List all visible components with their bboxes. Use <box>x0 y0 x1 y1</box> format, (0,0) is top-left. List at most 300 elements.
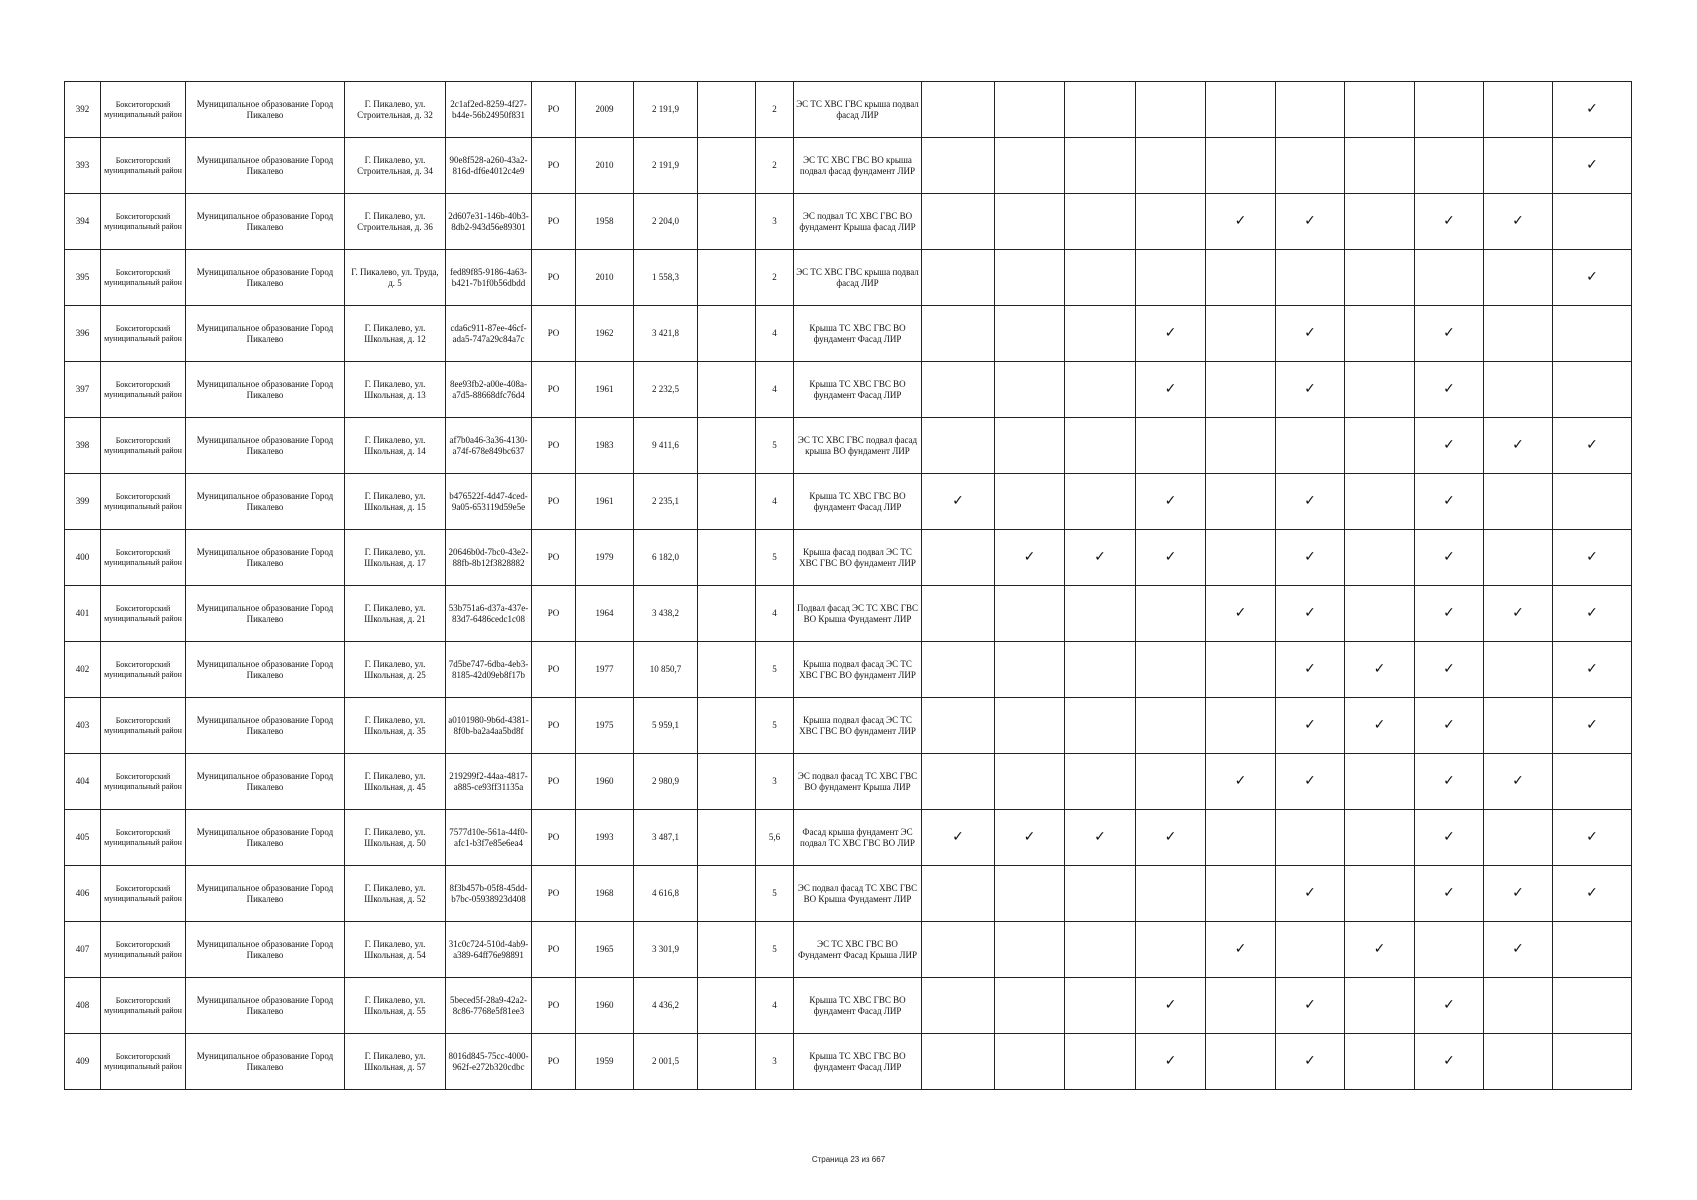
count-cell: 5 <box>756 530 794 586</box>
check-mark-icon: ✓ <box>1443 437 1455 453</box>
build-year-cell: 1968 <box>576 866 634 922</box>
check-mark-icon: ✓ <box>1234 773 1247 789</box>
check-cell-6 <box>1276 138 1345 194</box>
check-cell-5 <box>1206 1034 1276 1090</box>
check-mark-icon: ✓ <box>1304 325 1316 341</box>
works-list-cell: Крыша фасад подвал ЭС ТС ХВС ГВС ВО фундамент ЛИР <box>794 530 922 586</box>
municipality-cell: Муниципальное образование Город Пикалево <box>186 1034 345 1090</box>
build-year-cell: 1958 <box>576 194 634 250</box>
district-cell: Бокситогорский муниципальный район <box>101 866 186 922</box>
address-cell: Г. Пикалево, ул. Школьная, д. 15 <box>345 474 446 530</box>
check-cell-10 <box>1553 586 1632 642</box>
check-cell-10 <box>1553 250 1632 306</box>
check-cell-2 <box>995 922 1065 978</box>
district-cell: Бокситогорский муниципальный район <box>101 642 186 698</box>
works-list-cell: ЭС ТС ХВС ГВС крыша подвал фасад ЛИР <box>794 82 922 138</box>
check-cell-2 <box>995 82 1065 138</box>
check-cell-4 <box>1136 82 1206 138</box>
check-cell-3 <box>1065 474 1136 530</box>
check-cell-9 <box>1484 82 1553 138</box>
check-mark-icon: ✓ <box>1512 773 1524 789</box>
municipality-cell: Муниципальное образование Город Пикалево <box>186 362 345 418</box>
check-cell-9 <box>1484 586 1553 642</box>
check-mark-icon: ✓ <box>1586 717 1598 733</box>
check-cell-10 <box>1553 866 1632 922</box>
check-cell-10 <box>1553 362 1632 418</box>
check-cell-7 <box>1345 194 1415 250</box>
check-mark-icon: ✓ <box>1373 661 1386 677</box>
check-cell-1 <box>922 698 995 754</box>
check-cell-9 <box>1484 642 1553 698</box>
area-cell: 10 850,7 <box>634 642 698 698</box>
works-list-cell: ЭС подвал ТС ХВС ГВС ВО фундамент Крыша фасад ЛИР <box>794 194 922 250</box>
count-cell: 3 <box>756 754 794 810</box>
check-mark-icon: ✓ <box>1443 773 1455 789</box>
check-mark-icon: ✓ <box>1164 549 1177 565</box>
municipality-cell: Муниципальное образование Город Пикалево <box>186 138 345 194</box>
page-footer: Страница 23 из 667 <box>811 1155 886 1164</box>
check-cell-10 <box>1553 978 1632 1034</box>
check-cell-10 <box>1553 698 1632 754</box>
row-number: 397 <box>65 362 101 418</box>
check-cell-2 <box>995 138 1065 194</box>
empty-cell <box>698 866 756 922</box>
fund-type-cell: РО <box>532 530 576 586</box>
check-cell-10 <box>1553 82 1632 138</box>
check-cell-6 <box>1276 250 1345 306</box>
check-cell-6 <box>1276 362 1345 418</box>
check-cell-9 <box>1484 978 1553 1034</box>
check-cell-7 <box>1345 418 1415 474</box>
house-uid-cell: 2c1af2ed-8259-4f27-b44e-56b24950f831 <box>446 82 532 138</box>
check-cell-7 <box>1345 698 1415 754</box>
check-cell-6 <box>1276 922 1345 978</box>
check-cell-5 <box>1206 698 1276 754</box>
check-mark-icon: ✓ <box>1304 605 1316 621</box>
check-cell-7 <box>1345 1034 1415 1090</box>
build-year-cell: 1962 <box>576 306 634 362</box>
check-cell-8 <box>1415 810 1484 866</box>
check-cell-10 <box>1553 1034 1632 1090</box>
area-cell: 2 232,5 <box>634 362 698 418</box>
check-cell-4 <box>1136 586 1206 642</box>
empty-cell <box>698 642 756 698</box>
house-uid-cell: a0101980-9b6d-4381-8f0b-ba2a4aa5bd8f <box>446 698 532 754</box>
check-cell-1 <box>922 586 995 642</box>
check-mark-icon: ✓ <box>1443 997 1455 1013</box>
check-cell-7 <box>1345 978 1415 1034</box>
check-cell-2 <box>995 306 1065 362</box>
check-cell-7 <box>1345 82 1415 138</box>
check-mark-icon: ✓ <box>1443 661 1455 677</box>
check-cell-1 <box>922 866 995 922</box>
check-cell-8 <box>1415 250 1484 306</box>
district-cell: Бокситогорский муниципальный район <box>101 586 186 642</box>
check-cell-10 <box>1553 530 1632 586</box>
check-cell-10 <box>1553 642 1632 698</box>
house-uid-cell: cda6c911-87ee-46cf-ada5-747a29c84a7c <box>446 306 532 362</box>
address-cell: Г. Пикалево, ул. Строительная, д. 32 <box>345 82 446 138</box>
fund-type-cell: РО <box>532 698 576 754</box>
row-number: 404 <box>65 754 101 810</box>
district-cell: Бокситогорский муниципальный район <box>101 922 186 978</box>
check-cell-4 <box>1136 642 1206 698</box>
district-cell: Бокситогорский муниципальный район <box>101 810 186 866</box>
check-cell-3 <box>1065 866 1136 922</box>
check-cell-5 <box>1206 810 1276 866</box>
district-cell: Бокситогорский муниципальный район <box>101 306 186 362</box>
check-cell-6 <box>1276 474 1345 530</box>
build-year-cell: 1964 <box>576 586 634 642</box>
works-list-cell: ЭС подвал фасад ТС ХВС ГВС ВО Крыша Фундамент ЛИР <box>794 866 922 922</box>
district-cell: Бокситогорский муниципальный район <box>101 418 186 474</box>
check-cell-5 <box>1206 194 1276 250</box>
table-row <box>65 922 1632 978</box>
area-cell: 2 001,5 <box>634 1034 698 1090</box>
check-mark-icon: ✓ <box>1304 717 1316 733</box>
municipality-cell: Муниципальное образование Город Пикалево <box>186 194 345 250</box>
table-row <box>65 866 1632 922</box>
works-list-cell: Крыша ТС ХВС ГВС ВО фундамент Фасад ЛИР <box>794 474 922 530</box>
check-cell-2 <box>995 194 1065 250</box>
works-list-cell: ЭС ТС ХВС ГВС ВО Фундамент Фасад Крыша ЛИР <box>794 922 922 978</box>
check-mark-icon: ✓ <box>1443 1053 1455 1069</box>
check-cell-5 <box>1206 586 1276 642</box>
check-cell-3 <box>1065 698 1136 754</box>
check-cell-1 <box>922 754 995 810</box>
fund-type-cell: РО <box>532 586 576 642</box>
check-cell-1 <box>922 138 995 194</box>
check-cell-5 <box>1206 530 1276 586</box>
check-cell-8 <box>1415 362 1484 418</box>
check-cell-1 <box>922 642 995 698</box>
build-year-cell: 1983 <box>576 418 634 474</box>
check-cell-2 <box>995 250 1065 306</box>
check-cell-8 <box>1415 978 1484 1034</box>
fund-type-cell: РО <box>532 194 576 250</box>
build-year-cell: 1959 <box>576 1034 634 1090</box>
build-year-cell: 1975 <box>576 698 634 754</box>
municipality-cell: Муниципальное образование Город Пикалево <box>186 418 345 474</box>
district-cell: Бокситогорский муниципальный район <box>101 474 186 530</box>
fund-type-cell: РО <box>532 642 576 698</box>
empty-cell <box>698 698 756 754</box>
check-cell-8 <box>1415 82 1484 138</box>
district-cell: Бокситогорский муниципальный район <box>101 250 186 306</box>
fund-type-cell: РО <box>532 978 576 1034</box>
check-cell-9 <box>1484 866 1553 922</box>
check-cell-7 <box>1345 922 1415 978</box>
check-mark-icon: ✓ <box>1164 325 1177 341</box>
area-cell: 9 411,6 <box>634 418 698 474</box>
district-cell: Бокситогорский муниципальный район <box>101 698 186 754</box>
check-cell-8 <box>1415 418 1484 474</box>
district-cell: Бокситогорский муниципальный район <box>101 1034 186 1090</box>
municipality-cell: Муниципальное образование Город Пикалево <box>186 810 345 866</box>
check-cell-1 <box>922 978 995 1034</box>
check-cell-6 <box>1276 698 1345 754</box>
area-cell: 1 558,3 <box>634 250 698 306</box>
row-number: 399 <box>65 474 101 530</box>
check-cell-5 <box>1206 362 1276 418</box>
check-mark-icon: ✓ <box>1586 101 1598 117</box>
row-number: 393 <box>65 138 101 194</box>
table-row <box>65 698 1632 754</box>
check-mark-icon: ✓ <box>1586 437 1598 453</box>
table-row <box>65 82 1632 138</box>
address-cell: Г. Пикалево, ул. Школьная, д. 21 <box>345 586 446 642</box>
check-cell-10 <box>1553 418 1632 474</box>
check-cell-8 <box>1415 194 1484 250</box>
check-cell-4 <box>1136 810 1206 866</box>
fund-type-cell: РО <box>532 1034 576 1090</box>
build-year-cell: 1960 <box>576 978 634 1034</box>
fund-type-cell: РО <box>532 138 576 194</box>
check-cell-8 <box>1415 922 1484 978</box>
works-list-cell: Крыша подвал фасад ЭС ТС ХВС ГВС ВО фундамент ЛИР <box>794 642 922 698</box>
check-cell-6 <box>1276 754 1345 810</box>
fund-type-cell: РО <box>532 866 576 922</box>
check-mark-icon: ✓ <box>1443 605 1455 621</box>
fund-type-cell: РО <box>532 810 576 866</box>
count-cell: 4 <box>756 474 794 530</box>
check-cell-1 <box>922 1034 995 1090</box>
empty-cell <box>698 586 756 642</box>
check-cell-2 <box>995 418 1065 474</box>
municipality-cell: Муниципальное образование Город Пикалево <box>186 474 345 530</box>
check-cell-3 <box>1065 1034 1136 1090</box>
check-mark-icon: ✓ <box>1586 829 1598 845</box>
address-cell: Г. Пикалево, ул. Строительная, д. 34 <box>345 138 446 194</box>
check-mark-icon: ✓ <box>1304 549 1316 565</box>
check-cell-7 <box>1345 306 1415 362</box>
build-year-cell: 2010 <box>576 250 634 306</box>
address-cell: Г. Пикалево, ул. Школьная, д. 57 <box>345 1034 446 1090</box>
count-cell: 5 <box>756 922 794 978</box>
address-cell: Г. Пикалево, ул. Школьная, д. 25 <box>345 642 446 698</box>
house-uid-cell: af7b0a46-3a36-4130-a74f-678e849bc637 <box>446 418 532 474</box>
check-cell-10 <box>1553 306 1632 362</box>
house-uid-cell: 5beced5f-28a9-42a2-8c86-7768e5f81ee3 <box>446 978 532 1034</box>
row-number: 407 <box>65 922 101 978</box>
check-cell-4 <box>1136 474 1206 530</box>
district-cell: Бокситогорский муниципальный район <box>101 362 186 418</box>
area-cell: 2 235,1 <box>634 474 698 530</box>
check-mark-icon: ✓ <box>1304 773 1316 789</box>
check-cell-2 <box>995 362 1065 418</box>
check-mark-icon: ✓ <box>1443 885 1455 901</box>
check-mark-icon: ✓ <box>1234 213 1247 229</box>
check-cell-3 <box>1065 810 1136 866</box>
check-cell-6 <box>1276 418 1345 474</box>
empty-cell <box>698 306 756 362</box>
district-cell: Бокситогорский муниципальный район <box>101 82 186 138</box>
table-row <box>65 362 1632 418</box>
works-list-cell: ЭС ТС ХВС ГВС подвал фасад крыша ВО фундамент ЛИР <box>794 418 922 474</box>
check-mark-icon: ✓ <box>1023 829 1036 845</box>
check-cell-3 <box>1065 586 1136 642</box>
check-cell-7 <box>1345 474 1415 530</box>
check-mark-icon: ✓ <box>1023 549 1036 565</box>
check-cell-1 <box>922 810 995 866</box>
check-cell-5 <box>1206 922 1276 978</box>
house-uid-cell: 53b751a6-d37a-437e-83d7-6486cedc1c08 <box>446 586 532 642</box>
check-cell-2 <box>995 866 1065 922</box>
area-cell: 3 421,8 <box>634 306 698 362</box>
check-cell-3 <box>1065 306 1136 362</box>
house-uid-cell: fed89f85-9186-4a63-b421-7b1f0b56dbdd <box>446 250 532 306</box>
check-cell-8 <box>1415 754 1484 810</box>
check-cell-9 <box>1484 474 1553 530</box>
check-cell-4 <box>1136 418 1206 474</box>
address-cell: Г. Пикалево, ул. Школьная, д. 45 <box>345 754 446 810</box>
check-mark-icon: ✓ <box>1586 661 1598 677</box>
check-mark-icon: ✓ <box>1586 605 1598 621</box>
fund-type-cell: РО <box>532 250 576 306</box>
check-cell-6 <box>1276 82 1345 138</box>
fund-type-cell: РО <box>532 922 576 978</box>
check-mark-icon: ✓ <box>1234 941 1247 957</box>
check-cell-10 <box>1553 810 1632 866</box>
house-uid-cell: 7d5be747-6dba-4eb3-8185-42d09eb8f17b <box>446 642 532 698</box>
house-uid-cell: 7577d10e-561a-44f0-afc1-b3f7e85e6ea4 <box>446 810 532 866</box>
row-number: 401 <box>65 586 101 642</box>
address-cell: Г. Пикалево, ул. Школьная, д. 35 <box>345 698 446 754</box>
works-list-cell: Крыша ТС ХВС ГВС ВО фундамент Фасад ЛИР <box>794 306 922 362</box>
check-mark-icon: ✓ <box>1234 605 1247 621</box>
empty-cell <box>698 922 756 978</box>
count-cell: 4 <box>756 362 794 418</box>
check-cell-10 <box>1553 754 1632 810</box>
check-mark-icon: ✓ <box>1443 717 1455 733</box>
municipality-cell: Муниципальное образование Город Пикалево <box>186 642 345 698</box>
row-number: 392 <box>65 82 101 138</box>
house-uid-cell: 219299f2-44aa-4817-a885-ce93ff31135a <box>446 754 532 810</box>
check-mark-icon: ✓ <box>1094 549 1106 565</box>
fund-type-cell: РО <box>532 82 576 138</box>
check-cell-3 <box>1065 754 1136 810</box>
check-cell-3 <box>1065 642 1136 698</box>
check-mark-icon: ✓ <box>1443 549 1455 565</box>
house-uid-cell: 31c0c724-510d-4ab9-a389-64ff76e98891 <box>446 922 532 978</box>
check-mark-icon: ✓ <box>1586 549 1598 565</box>
check-mark-icon: ✓ <box>1512 213 1524 229</box>
check-mark-icon: ✓ <box>1373 717 1386 733</box>
table-row <box>65 306 1632 362</box>
fund-type-cell: РО <box>532 474 576 530</box>
check-cell-1 <box>922 250 995 306</box>
check-mark-icon: ✓ <box>1094 829 1106 845</box>
check-mark-icon: ✓ <box>1512 437 1524 453</box>
check-cell-4 <box>1136 194 1206 250</box>
address-cell: Г. Пикалево, ул. Труда, д. 5 <box>345 250 446 306</box>
row-number: 408 <box>65 978 101 1034</box>
empty-cell <box>698 978 756 1034</box>
works-list-cell: Крыша ТС ХВС ГВС ВО фундамент Фасад ЛИР <box>794 978 922 1034</box>
check-cell-3 <box>1065 194 1136 250</box>
address-cell: Г. Пикалево, ул. Школьная, д. 12 <box>345 306 446 362</box>
count-cell: 2 <box>756 82 794 138</box>
count-cell: 5 <box>756 866 794 922</box>
row-number: 402 <box>65 642 101 698</box>
works-list-cell: Крыша ТС ХВС ГВС ВО фундамент Фасад ЛИР <box>794 362 922 418</box>
check-mark-icon: ✓ <box>1304 381 1316 397</box>
row-number: 409 <box>65 1034 101 1090</box>
table-row <box>65 1034 1632 1090</box>
check-cell-9 <box>1484 194 1553 250</box>
check-mark-icon: ✓ <box>1512 885 1524 901</box>
table-row <box>65 138 1632 194</box>
empty-cell <box>698 474 756 530</box>
check-cell-2 <box>995 474 1065 530</box>
check-cell-5 <box>1206 250 1276 306</box>
check-cell-7 <box>1345 250 1415 306</box>
works-list-cell: ЭС ТС ХВС ГВС крыша подвал фасад ЛИР <box>794 250 922 306</box>
check-mark-icon: ✓ <box>1373 941 1386 957</box>
address-cell: Г. Пикалево, ул. Школьная, д. 52 <box>345 866 446 922</box>
check-cell-7 <box>1345 362 1415 418</box>
fund-type-cell: РО <box>532 306 576 362</box>
table-body <box>65 82 1632 1090</box>
house-uid-cell: 8ee93fb2-a00e-408a-a7d5-88668dfc76d4 <box>446 362 532 418</box>
house-uid-cell: 2d607e31-146b-40b3-8db2-943d56e89301 <box>446 194 532 250</box>
check-cell-9 <box>1484 138 1553 194</box>
works-list-cell: Крыша ТС ХВС ГВС ВО фундамент Фасад ЛИР <box>794 1034 922 1090</box>
row-number: 395 <box>65 250 101 306</box>
check-cell-7 <box>1345 866 1415 922</box>
check-cell-9 <box>1484 530 1553 586</box>
table-row <box>65 754 1632 810</box>
area-cell: 4 436,2 <box>634 978 698 1034</box>
row-number: 403 <box>65 698 101 754</box>
area-cell: 6 182,0 <box>634 530 698 586</box>
build-year-cell: 2010 <box>576 138 634 194</box>
check-cell-9 <box>1484 250 1553 306</box>
check-cell-9 <box>1484 698 1553 754</box>
check-cell-6 <box>1276 978 1345 1034</box>
check-cell-7 <box>1345 754 1415 810</box>
check-mark-icon: ✓ <box>1164 381 1177 397</box>
works-list-cell: ЭС ТС ХВС ГВС ВО крыша подвал фасад фундамент ЛИР <box>794 138 922 194</box>
check-cell-7 <box>1345 530 1415 586</box>
check-cell-4 <box>1136 250 1206 306</box>
check-cell-4 <box>1136 754 1206 810</box>
check-cell-5 <box>1206 978 1276 1034</box>
check-cell-2 <box>995 978 1065 1034</box>
build-year-cell: 1961 <box>576 362 634 418</box>
count-cell: 5,6 <box>756 810 794 866</box>
check-cell-5 <box>1206 754 1276 810</box>
fund-type-cell: РО <box>532 754 576 810</box>
table-row <box>65 586 1632 642</box>
check-cell-7 <box>1345 586 1415 642</box>
check-mark-icon: ✓ <box>1443 381 1455 397</box>
check-mark-icon: ✓ <box>1304 493 1316 509</box>
check-cell-3 <box>1065 922 1136 978</box>
check-cell-6 <box>1276 810 1345 866</box>
check-mark-icon: ✓ <box>1304 661 1316 677</box>
registry-table-container <box>64 81 1631 1090</box>
empty-cell <box>698 138 756 194</box>
check-mark-icon: ✓ <box>1512 605 1524 621</box>
check-cell-8 <box>1415 698 1484 754</box>
empty-cell <box>698 194 756 250</box>
check-cell-1 <box>922 362 995 418</box>
check-cell-3 <box>1065 82 1136 138</box>
build-year-cell: 2009 <box>576 82 634 138</box>
check-cell-3 <box>1065 362 1136 418</box>
check-mark-icon: ✓ <box>952 493 964 509</box>
